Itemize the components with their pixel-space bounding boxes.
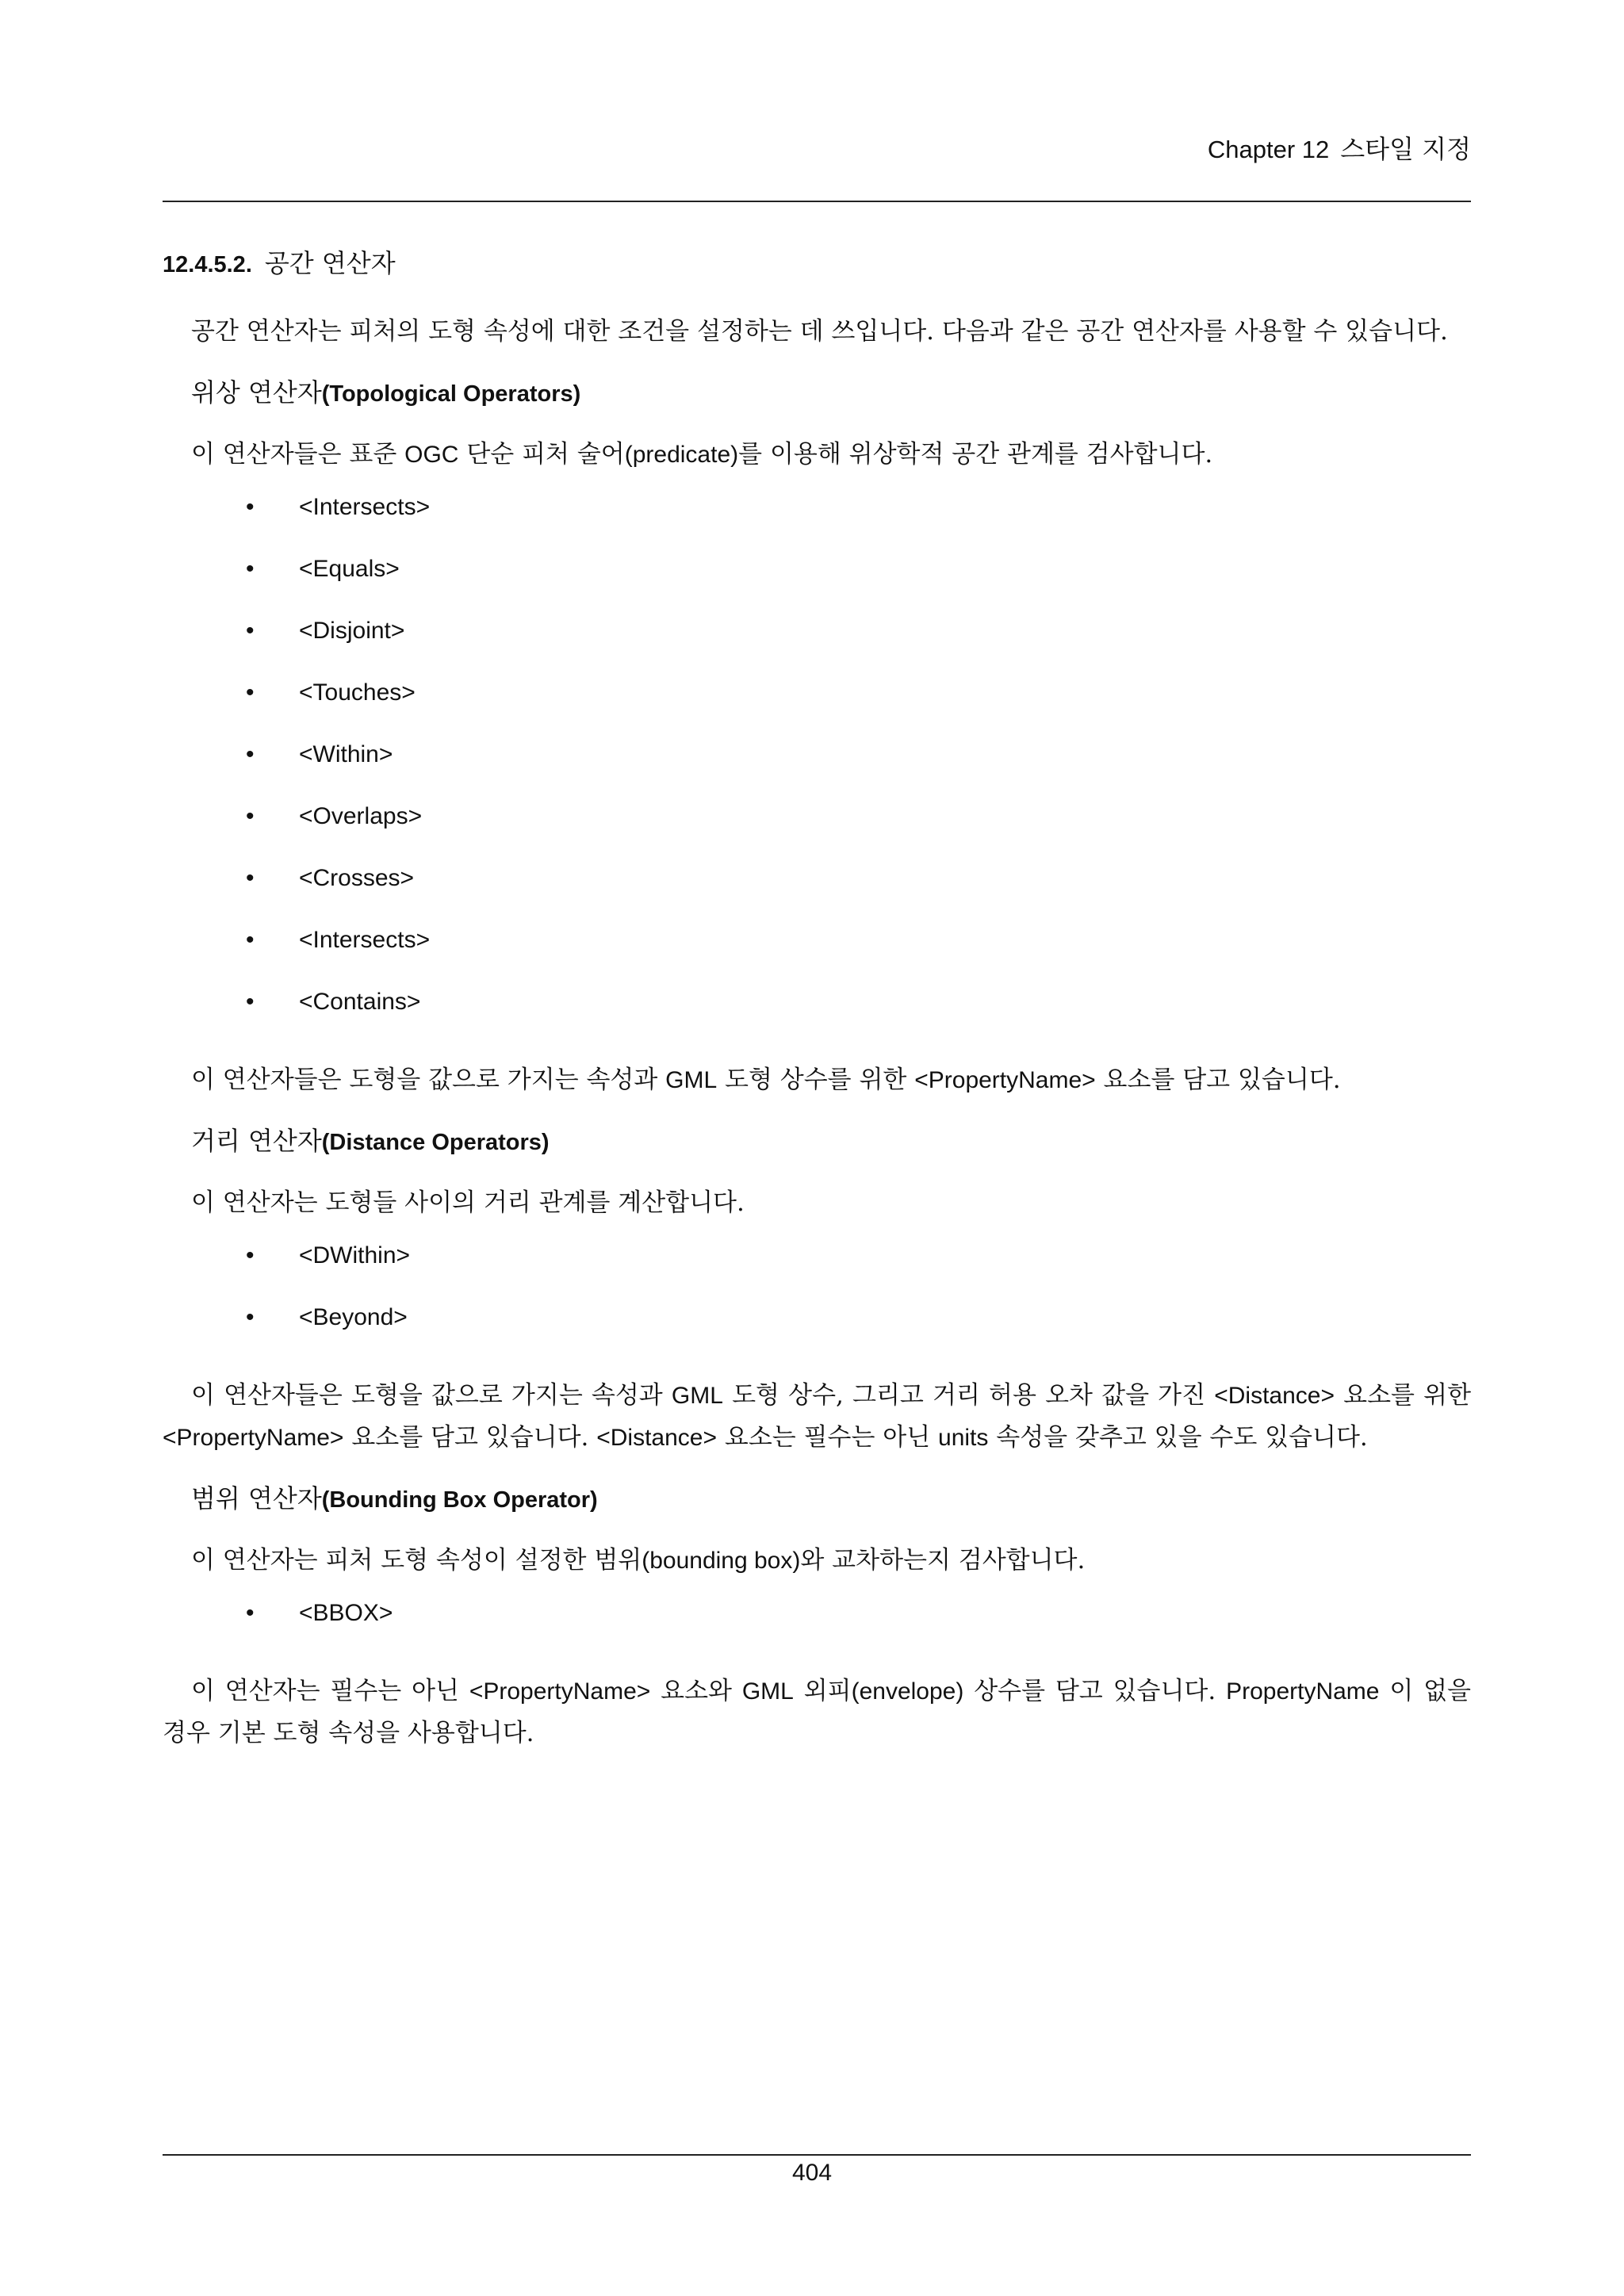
list-item-label: <Within> (299, 741, 393, 767)
list-item-label: <Contains> (299, 989, 421, 1015)
list-item (163, 1302, 1471, 1364)
bullet-icon: • (246, 1242, 255, 1269)
list-item-label: <BBOX> (299, 1600, 393, 1626)
text-run: 요소를 위한 (1343, 1381, 1472, 1410)
list-item-label: <Touches> (299, 679, 416, 706)
bullet-icon: • (246, 989, 255, 1015)
bullet-icon: • (246, 741, 255, 767)
list-item (163, 1598, 1471, 1659)
text-run: 요소와 (661, 1677, 732, 1705)
text-run-distance: <Distance> (1214, 1383, 1335, 1409)
section-title: 공간 연산자 (264, 248, 396, 278)
bullet-icon: • (246, 1600, 255, 1626)
topological-operator-list (163, 492, 1471, 1048)
list-item (163, 553, 1471, 615)
text-run: 요소는 필수는 아닌 (724, 1423, 931, 1452)
text-run: 요소를 담고 있습니다. (351, 1423, 589, 1452)
text-run-propertyname: <PropertyName> (914, 1067, 1096, 1093)
page-content (163, 247, 1471, 1755)
list-item (163, 1240, 1471, 1302)
header-rule (163, 201, 1471, 202)
topological-heading (191, 377, 1471, 410)
text-run: 단순 피처 술어 (466, 440, 625, 469)
bullet-icon: • (246, 803, 255, 829)
bbox-heading-en: (Bounding Box Operator) (321, 1487, 598, 1513)
bullet-icon: • (246, 865, 255, 891)
footer-rule (163, 2154, 1471, 2156)
distance-heading-en: (Distance Operators) (321, 1130, 550, 1155)
text-run-propertyname: <PropertyName> (469, 1678, 651, 1705)
text-run-distance: <Distance> (596, 1425, 718, 1451)
text-run: 요소를 담고 있습니다. (1103, 1066, 1341, 1094)
bbox-description (163, 1540, 1471, 1582)
list-item-label: <Overlaps> (299, 803, 423, 829)
text-run-gml: GML (665, 1067, 718, 1093)
list-item-label: <Intersects> (299, 927, 431, 953)
bullet-icon: • (246, 679, 255, 706)
bbox-heading (191, 1483, 1471, 1516)
text-run: 속성을 갖추고 있을 수도 있습니다. (996, 1423, 1368, 1452)
bullet-icon: • (246, 1304, 255, 1330)
header-title: 스타일 지정 (1340, 134, 1471, 164)
list-item (163, 677, 1471, 739)
text-run: 이 연산자는 필수는 아닌 (191, 1677, 459, 1705)
bbox-operator-list (163, 1598, 1471, 1659)
text-run-gml: GML (741, 1678, 794, 1705)
text-run-bounding-box: (bounding box) (642, 1548, 801, 1574)
text-run-ogc: OGC (404, 442, 459, 468)
text-run-units: units (938, 1425, 989, 1451)
bullet-icon: • (246, 556, 255, 582)
text-run-propertyname: PropertyName (1226, 1678, 1380, 1705)
text-run-predicate: (predicate) (624, 442, 739, 468)
list-item (163, 801, 1471, 863)
text-run: 도형 상수, 그리고 거리 허용 오차 값을 가진 (732, 1381, 1206, 1410)
list-item-label: <Equals> (299, 556, 400, 582)
bullet-icon: • (246, 494, 255, 520)
text-run: 이 없을 경우 기본 도형 속성을 사용합니다. (163, 1677, 1472, 1747)
running-header (163, 133, 1471, 166)
text-run: 를 이용해 위상학적 공간 관계를 검사합니다. (738, 440, 1213, 469)
text-run: 이 연산자들은 도형을 값으로 가지는 속성과 (191, 1381, 663, 1410)
distance-operator-list (163, 1240, 1471, 1364)
text-run-envelope: (envelope) (851, 1678, 964, 1705)
section-heading (163, 247, 1471, 281)
topological-description (163, 434, 1471, 476)
text-run: 외피 (803, 1677, 852, 1705)
text-run: 도형 상수를 위한 (725, 1066, 907, 1094)
section-number: 12.4.5.2. (163, 252, 252, 277)
distance-note (163, 1375, 1471, 1459)
distance-heading (191, 1125, 1471, 1158)
distance-description: 이 연산자는 도형들 사이의 거리 관계를 계산합니다. (191, 1188, 745, 1217)
page-number: 404 (791, 2160, 833, 2186)
text-run: 상수를 담고 있습니다. (974, 1677, 1216, 1705)
header-chapter: Chapter 12 (1207, 136, 1330, 163)
text-run-gml: GML (671, 1383, 723, 1409)
list-item (163, 986, 1471, 1048)
bbox-note (163, 1670, 1471, 1755)
bullet-icon: • (246, 618, 255, 644)
list-item (163, 615, 1471, 677)
bbox-heading-ko: 범위 연산자 (191, 1483, 322, 1513)
list-item (163, 739, 1471, 801)
topological-note (163, 1059, 1471, 1101)
list-item (163, 492, 1471, 553)
topological-heading-ko: 위상 연산자 (191, 377, 322, 408)
text-run: 이 연산자들은 도형을 값으로 가지는 속성과 (191, 1066, 658, 1094)
text-run-propertyname: <PropertyName> (163, 1425, 344, 1451)
list-item-label: <Beyond> (299, 1304, 408, 1330)
list-item (163, 924, 1471, 986)
list-item (163, 863, 1471, 924)
bullet-icon: • (246, 927, 255, 953)
text-run: 이 연산자들은 표준 (191, 440, 397, 469)
text-run: 와 교차하는지 검사합니다. (800, 1546, 1086, 1575)
intro-paragraph: 공간 연산자는 피처의 도형 속성에 대한 조건을 설정하는 데 쓰입니다. 다음과 같은 공간 연산자를 사용할 수 있습니다. (191, 317, 1448, 346)
list-item-label: <Intersects> (299, 494, 431, 520)
list-item-label: <Crosses> (299, 865, 415, 891)
text-run: 이 연산자는 피처 도형 속성이 설정한 범위 (191, 1546, 642, 1575)
list-item-label: <DWithin> (299, 1242, 411, 1269)
list-item-label: <Disjoint> (299, 618, 405, 644)
distance-heading-ko: 거리 연산자 (191, 1126, 322, 1156)
topological-heading-en: (Topological Operators) (321, 381, 581, 407)
